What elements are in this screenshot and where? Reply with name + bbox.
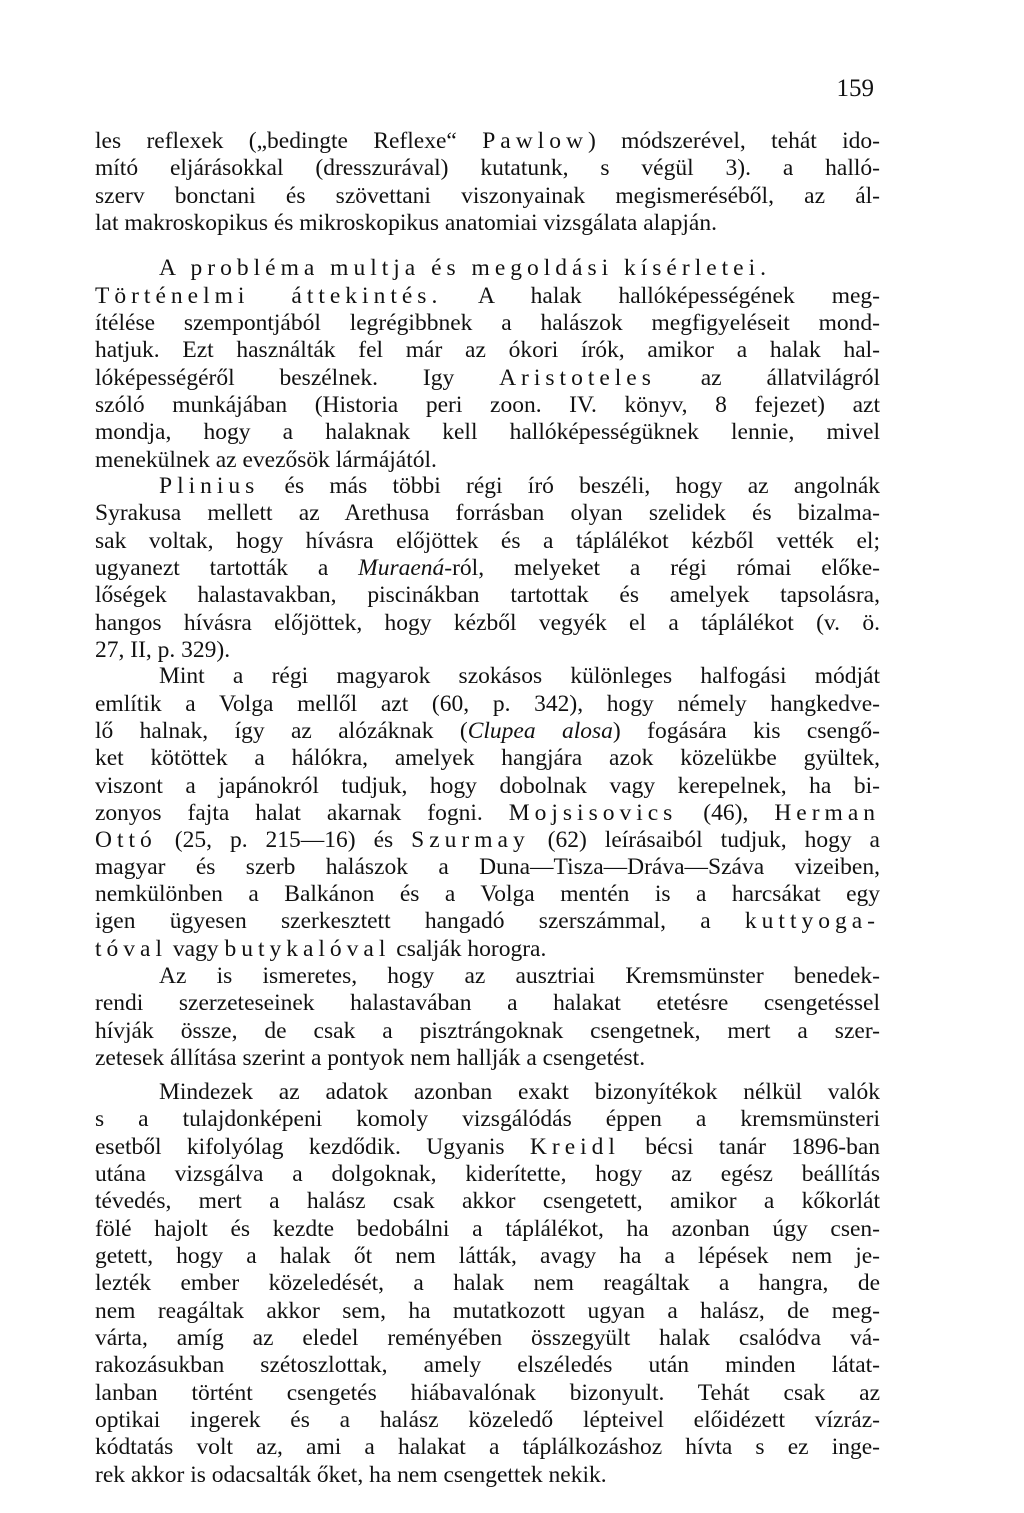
page-number: 159 xyxy=(836,75,874,102)
text-run: tévedés, mert a halász csak akkor csengetett, amikor a kőkorlát xyxy=(95,1188,880,1215)
text-line xyxy=(95,1269,880,1298)
spaced-name: Plinius xyxy=(159,472,260,499)
spaced-name: Ottó xyxy=(95,827,157,854)
text-run: rek akkor is odacsalták őket, ha nem csengettek nekik. xyxy=(95,1461,607,1488)
text-run: hatjuk. Ezt használták fel már az ókori írók, amikor a halak hal- xyxy=(95,337,880,364)
text-run: ) módszerével, tehát ido- xyxy=(587,128,880,154)
text-run: -ról, melyeket a régi római előke- xyxy=(444,554,880,581)
text-line xyxy=(95,1242,880,1271)
text-run: rendi szerzeteseinek halastavában a halakat etetésre csengetéssel xyxy=(95,990,880,1017)
text-run: mondja, hogy a halaknak kell hallóképességüknek lennie, mivel xyxy=(95,419,880,446)
text-run: lőségek halastavakban, piscinákban tartottak és amelyek tapsolásra, xyxy=(95,582,880,609)
text-run: fölé hajolt és kezdte bedobálni a táplálékot, ha azonban úgy csen- xyxy=(95,1215,880,1242)
text-run: várta, amíg az eledel reményében összegyült halak csalódva vá- xyxy=(95,1324,880,1351)
text-run: lóképességéről beszélnek. Igy xyxy=(95,364,500,391)
text-line xyxy=(159,254,880,283)
text-run: nem reagáltak akkor sem, ha mutatkozott ugyan a halász, de meg- xyxy=(95,1297,880,1324)
spaced-name: kuttyoga- xyxy=(744,908,880,935)
text-run: ugyanezt tartották a xyxy=(95,554,359,581)
text-run: zonyos fajta halat akarnak fogni. xyxy=(95,799,509,826)
text-line xyxy=(95,1433,880,1462)
text-run: mító eljárásokkal (dresszurával) kutatunk, s végül 3). a halló- xyxy=(95,155,880,182)
text-run: lő halnak, így az alózáknak ( xyxy=(95,717,468,744)
text-line xyxy=(95,446,880,475)
text-line xyxy=(95,554,880,583)
text-line xyxy=(95,826,880,855)
text-run: lat makroskopikus és mikroskopikus anatomiai vizsgálata alapján. xyxy=(95,209,717,236)
text-run: Syrakusa mellett az Arethusa forrásban olyan szelidek és bizalma- xyxy=(95,500,880,527)
text-line xyxy=(95,527,880,556)
italic-term: Clupea alosa xyxy=(467,717,613,744)
text-line xyxy=(95,499,880,528)
text-line xyxy=(95,418,880,447)
text-line xyxy=(95,935,880,964)
text-run: nemkülönben a Balkánon és a Volga mentén is a harcsákat egy xyxy=(95,881,880,908)
text-run: magyar és szerb halászok a Duna—Tisza—Dráva—Száva vizeiben, xyxy=(95,853,880,880)
text-line xyxy=(95,1351,880,1380)
text-line xyxy=(95,1324,880,1353)
spaced-name: Mojsisovics xyxy=(508,799,678,826)
text-run: és más többi régi író beszéli, hogy az angolnák xyxy=(259,472,880,499)
text-line xyxy=(95,853,880,882)
text-line xyxy=(95,1406,880,1435)
text-line xyxy=(95,1215,880,1244)
spaced-name: Kreidl xyxy=(529,1133,620,1160)
text-run: utána vizsgálva a dolgoknak, kiderítette, hogy az egész beállítás xyxy=(95,1160,880,1187)
text-run: optikai ingerek és a halász közeledő lépteivel előidézett vízráz- xyxy=(95,1406,880,1433)
text-line xyxy=(95,182,880,211)
text-run: szóló munkájában (Historia peri zoon. IV. könyv, 8 fejezet) azt xyxy=(95,391,880,418)
text-line xyxy=(95,581,880,610)
text-run: s a tulajdonképeni komoly vizsgálódás éppen a kremsmünsteri xyxy=(95,1106,880,1133)
text-run: bécsi tanár 1896-ban xyxy=(619,1133,881,1160)
text-line xyxy=(95,1044,880,1073)
text-run: ) fogására kis csengő- xyxy=(612,717,881,744)
text-run: (25, p. 215—16) és xyxy=(156,827,412,854)
text-line xyxy=(95,336,880,365)
text-run: Az is ismeretes, hogy az ausztriai Kremsmünster benedek- xyxy=(159,963,880,990)
text-run: les reflexek („bedingte Reflexe“ xyxy=(95,128,483,154)
text-line xyxy=(95,717,880,746)
text-line xyxy=(95,636,880,665)
text-run: Mint a régi magyarok szokásos különleges halfogási módját xyxy=(159,663,880,690)
text-line xyxy=(95,391,880,420)
spaced-name: A probléma multja és megoldási kísérletei. xyxy=(159,255,772,282)
text-line xyxy=(95,1297,880,1326)
text-line xyxy=(95,154,880,183)
text-run: csalják horogra. xyxy=(390,935,547,962)
text-run: esetből kifolyólag kezdődik. Ugyanis xyxy=(95,1133,530,1160)
text-run: getett, hogy a halak őt nem látták, avagy ha a lépések nem je- xyxy=(95,1242,880,1269)
text-run: A halak hallóképességének meg- xyxy=(442,282,880,309)
spaced-name: Szurmay xyxy=(411,827,530,854)
text-line xyxy=(159,472,880,501)
text-run: szerv bonctani és szövettani viszonyainak megismeréséből, az ál- xyxy=(95,182,880,209)
italic-term: Muraená xyxy=(358,554,445,581)
text-run: kódtatás volt az, ami a halakat a táplálkozáshoz hívta s ez inge- xyxy=(95,1434,880,1461)
text-run: menekülnek az evezősök lármájától. xyxy=(95,446,437,473)
spaced-name: butykalóval xyxy=(224,935,391,962)
text-run: ket kötöttek a hálókra, amelyek hangjára azok közelükbe gyültek, xyxy=(95,745,880,772)
text-line xyxy=(95,309,880,338)
text-line xyxy=(95,907,880,936)
text-line xyxy=(95,1133,880,1162)
text-run: lezték ember közeledését, a halak nem reagáltak a hangra, de xyxy=(95,1270,880,1297)
text-line xyxy=(95,1379,880,1408)
text-line xyxy=(95,1461,880,1490)
text-line xyxy=(95,744,880,773)
text-line xyxy=(95,609,880,638)
text-run: igen ügyesen szerkesztett hangadó szerszámmal, a xyxy=(95,908,745,935)
text-line xyxy=(159,962,880,991)
text-run: említik a Volga mellől azt (60, p. 342), hogy némely hangkedve- xyxy=(95,690,880,717)
text-run: vagy xyxy=(167,935,225,962)
text-run: (46), xyxy=(677,799,775,826)
spaced-name: Történelmi áttekintés. xyxy=(95,282,443,309)
text-run: Mindezek az adatok azonban exakt bizonyítékok nélkül valók xyxy=(159,1078,880,1105)
spaced-name: Aristoteles xyxy=(499,364,656,391)
spaced-name: tóval xyxy=(95,935,167,962)
text-run: az állatvilágról xyxy=(655,364,880,391)
text-line xyxy=(95,989,880,1018)
spaced-name: Pawlow xyxy=(482,128,588,154)
text-run: viszont a japánokról tudjuk, hogy dobolnak vagy kerepelnek, ha bi- xyxy=(95,772,880,799)
text-line xyxy=(95,880,880,909)
text-run: (62) leírásaiból tudjuk, hogy a xyxy=(529,827,880,854)
text-run: hívják össze, de csak a pisztrángoknak csengetnek, mert a szer- xyxy=(95,1017,880,1044)
text-run: ítélése szempontjából legrégibbnek a halászok megfigyeléseit mond- xyxy=(95,309,880,336)
text-run: 27, II, p. 329). xyxy=(95,636,231,663)
text-run: sak voltak, hogy hívásra előjöttek és a táplálékot kézből vették el; xyxy=(95,527,880,554)
text-line xyxy=(95,772,880,801)
text-run: lanban történt csengetés hiábavalónak bizonyult. Tehát csak az xyxy=(95,1379,880,1406)
text-line xyxy=(159,662,880,691)
text-line xyxy=(159,1078,880,1107)
text-line xyxy=(95,209,880,238)
spaced-name: Herman xyxy=(774,799,880,826)
text-line xyxy=(95,1017,880,1046)
text-run: rakozásukban szétoszlottak, amely elszéledés után minden látat- xyxy=(95,1352,880,1379)
text-line xyxy=(95,1187,880,1216)
text-line xyxy=(95,1105,880,1134)
text-line xyxy=(95,690,880,719)
text-line xyxy=(95,364,880,393)
text-line xyxy=(95,282,880,311)
text-line xyxy=(95,1160,880,1189)
text-run: hangos hívásra előjöttek, hogy kézből vegyék el a táplálékot (v. ö. xyxy=(95,609,880,636)
text-line xyxy=(95,127,880,156)
text-line xyxy=(95,799,880,828)
text-run: zetesek állítása szerint a pontyok nem hallják a csengetést. xyxy=(95,1045,646,1072)
